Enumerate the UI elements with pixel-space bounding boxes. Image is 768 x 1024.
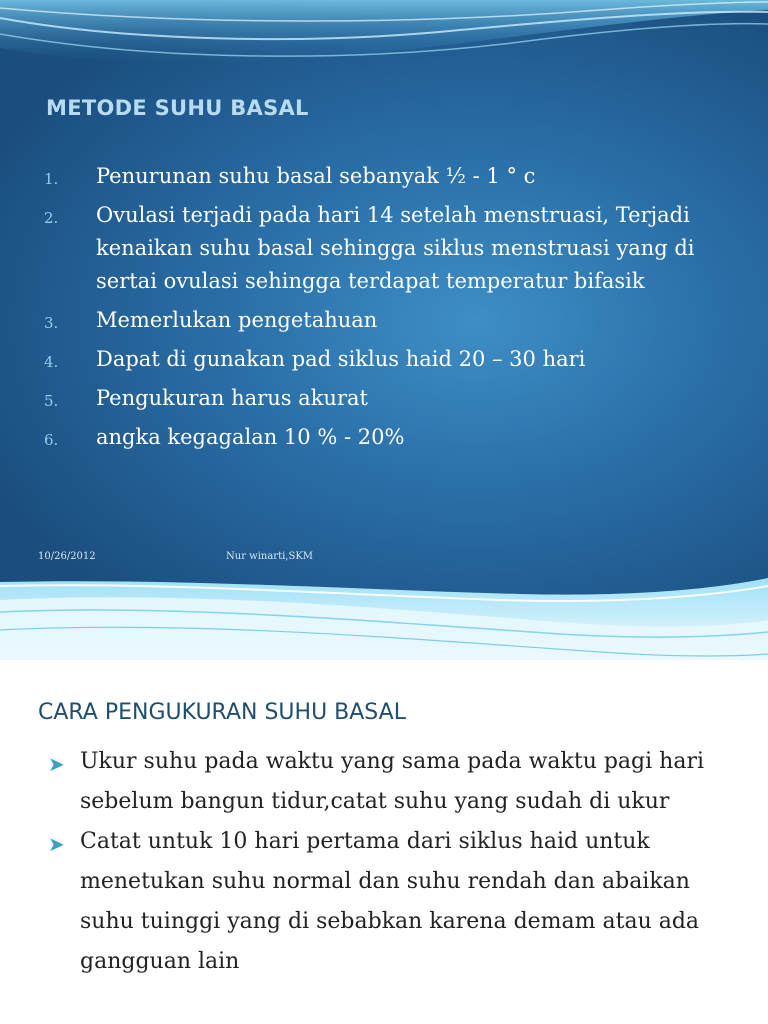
- list-item-text: angka kegagalan 10 % - 20%: [96, 425, 405, 449]
- list-number: 4.: [44, 353, 59, 371]
- list-item: [44, 382, 744, 415]
- slide-2-bullet-list: [46, 742, 746, 982]
- slide-1-date: 10/26/2012: [38, 551, 96, 562]
- list-item: [44, 421, 744, 454]
- list-item-text: Penurunan suhu basal sebanyak ½ - 1 ° c: [96, 164, 536, 188]
- list-item: [46, 822, 746, 982]
- list-number: 2.: [44, 209, 59, 227]
- list-item-text: Dapat di gunakan pad siklus haid 20 – 30 hari: [96, 347, 586, 371]
- list-item-text: Catat untuk 10 hari pertama dari siklus haid untuk menetukan suhu normal dan suhu rendah dan abaikan suhu tuinggi yang di sebabkan karena demam atau ada gangguan lain: [80, 829, 700, 974]
- list-item: [44, 160, 744, 193]
- list-item-text: Ovulasi terjadi pada hari 14 setelah menstruasi, Terjadi kenaikan suhu basal sehingga siklus menstruasi yang di sertai ovulasi sehingga terdapat temperatur bifasik: [96, 203, 695, 293]
- list-item-text: Pengukuran harus akurat: [96, 386, 368, 410]
- bottom-wave-decoration: [0, 560, 768, 670]
- list-item-text: Memerlukan pengetahuan: [96, 308, 378, 332]
- list-number: 5.: [44, 392, 59, 410]
- arrow-bullet-icon: ➤: [48, 752, 65, 776]
- slide-2-title: CARA PENGUKURAN SUHU BASAL: [38, 700, 406, 725]
- arrow-bullet-icon: ➤: [48, 832, 65, 856]
- top-wave-decoration: [0, 0, 768, 90]
- list-number: 1.: [44, 170, 59, 188]
- list-number: 6.: [44, 431, 59, 449]
- list-item: [44, 199, 744, 298]
- list-item: [46, 742, 746, 822]
- list-item: [44, 304, 744, 337]
- slide-1-title: METODE SUHU BASAL: [46, 96, 309, 120]
- list-item: [44, 343, 744, 376]
- list-number: 3.: [44, 314, 59, 332]
- slide-1-numbered-list: [44, 160, 744, 460]
- list-item-text: Ukur suhu pada waktu yang sama pada waktu pagi hari sebelum bangun tidur,catat suhu yang sudah di ukur: [80, 749, 705, 814]
- slide-1-author: Nur winarti,SKM: [226, 551, 314, 562]
